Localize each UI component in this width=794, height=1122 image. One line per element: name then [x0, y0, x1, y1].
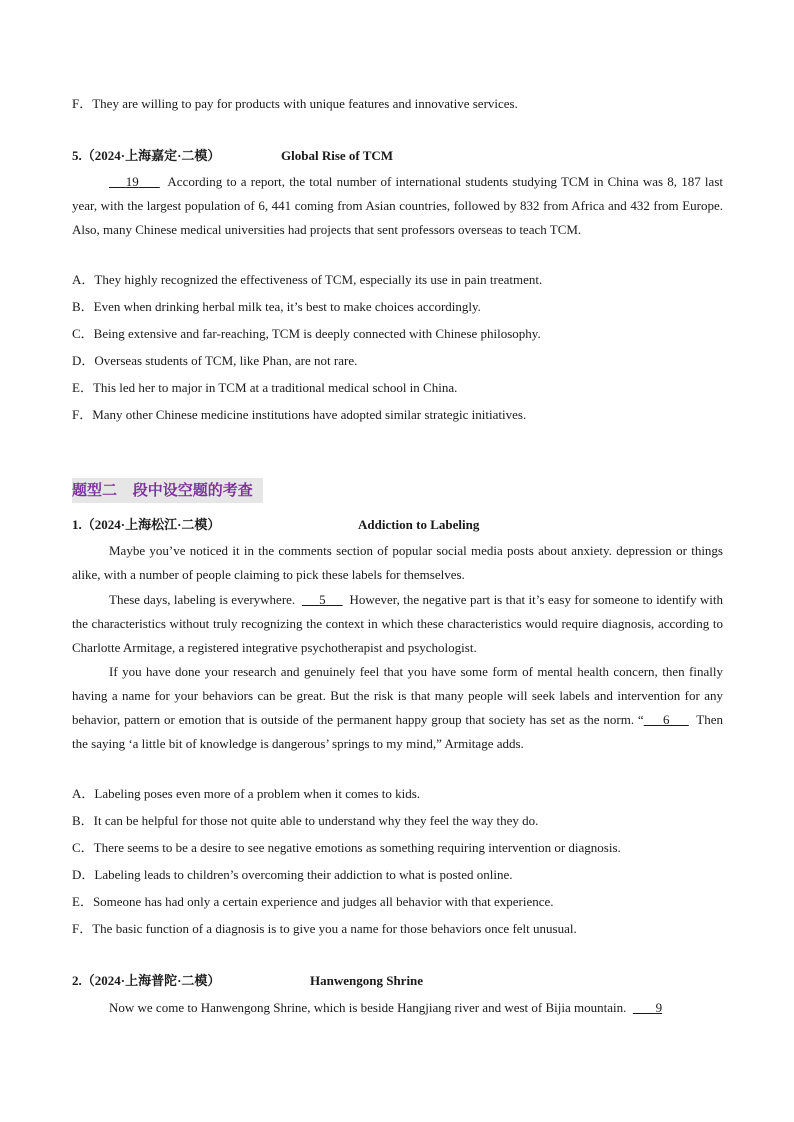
question-source: 2.（2024·上海普陀·二模） — [72, 973, 221, 988]
passage-paragraph: 19 According to a report, the total number of international students studying TCM in China was 8, 187 last year, with the largest population of 6, 441 coming from Asian countries, followed by 832 from Africa and 432 from Europe. Also, many Chinese medical universities had projects that sent professors overseas to teach TCM. — [72, 174, 723, 237]
option-d: D．Labeling leads to children’s overcoming their addiction to what is posted online. — [72, 867, 513, 882]
option-a: A．Labeling poses even more of a problem when it comes to kids. — [72, 786, 421, 801]
question-source: 5.（2024·上海嘉定·二模） — [72, 148, 221, 163]
question-title: Addiction to Labeling — [358, 517, 480, 532]
question-5-header — [72, 148, 394, 164]
option-f: F．Many other Chinese medicine institutions have adopted similar strategic initiatives. — [72, 407, 527, 422]
answer-blank: 6 — [663, 712, 670, 727]
question-source: 1.（2024·上海松江·二模） — [72, 517, 221, 532]
option-b: B．Even when drinking herbal milk tea, it’s best to make choices accordingly. — [72, 299, 481, 314]
passage-paragraph: Maybe you’ve noticed it in the comments section of popular social media posts about anxiety. depression or things alike, with a number of people claiming to pick these labels for themselves. — [72, 543, 723, 582]
option-e: E．This led her to major in TCM at a traditional medical school in China. — [72, 380, 458, 395]
option-f-previous: F．They are willing to pay for products with unique features and innovative services. — [72, 96, 518, 111]
option-b: B．It can be helpful for those not quite able to understand why they feel the way they do. — [72, 813, 539, 828]
option-e: E．Someone has had only a certain experience and judges all behavior with that experience. — [72, 894, 554, 909]
option-a: A．They highly recognized the effectiveness of TCM, especially its use in pain treatment. — [72, 272, 543, 287]
option-d: D．Overseas students of TCM, like Phan, are not rare. — [72, 353, 358, 368]
section-heading: 题型二 段中设空题的考查 — [72, 481, 253, 499]
question-title: Global Rise of TCM — [281, 148, 394, 163]
question-2-header — [72, 973, 424, 989]
question-title: Hanwengong Shrine — [310, 973, 424, 988]
answer-blank: 9 — [655, 1000, 663, 1015]
passage-paragraph: Now we come to Hanwengong Shrine, which is beside Hangjiang river and west of Bijia mountain. 9 — [109, 1000, 663, 1015]
answer-blank: 19 — [125, 174, 139, 189]
passage-paragraph: These days, labeling is everywhere. 5 However, the negative part is that it’s easy for someone to identify with the characteristics without truly recognizing the context in which these characteristics would require diagnosis, according to Charlotte Armitage, a registered integrative psychotherapist and psychologist. — [72, 592, 724, 655]
answer-blank: 5 — [319, 592, 326, 607]
passage-paragraph: If you have done your research and genuinely feel that you have some form of mental health concern, then finally having a name for your behaviors can be great. But the risk is that many people will seek labels and intervention for any behavior, pattern or emotion that is outside of the permanent happy group that society has set as the norm. “ 6 Then the saying ‘a little bit of knowledge is dangerous’ springs to my mind,” Armitage adds. — [72, 664, 724, 751]
option-c: C．Being extensive and far-reaching, TCM is deeply connected with Chinese philosophy. — [72, 326, 541, 341]
option-c: C．There seems to be a desire to see negative emotions as something requiring intervention or diagnosis. — [72, 840, 621, 855]
option-f: F．The basic function of a diagnosis is to give you a name for those behaviors once felt unusual. — [72, 921, 577, 936]
question-1-header — [72, 517, 480, 533]
